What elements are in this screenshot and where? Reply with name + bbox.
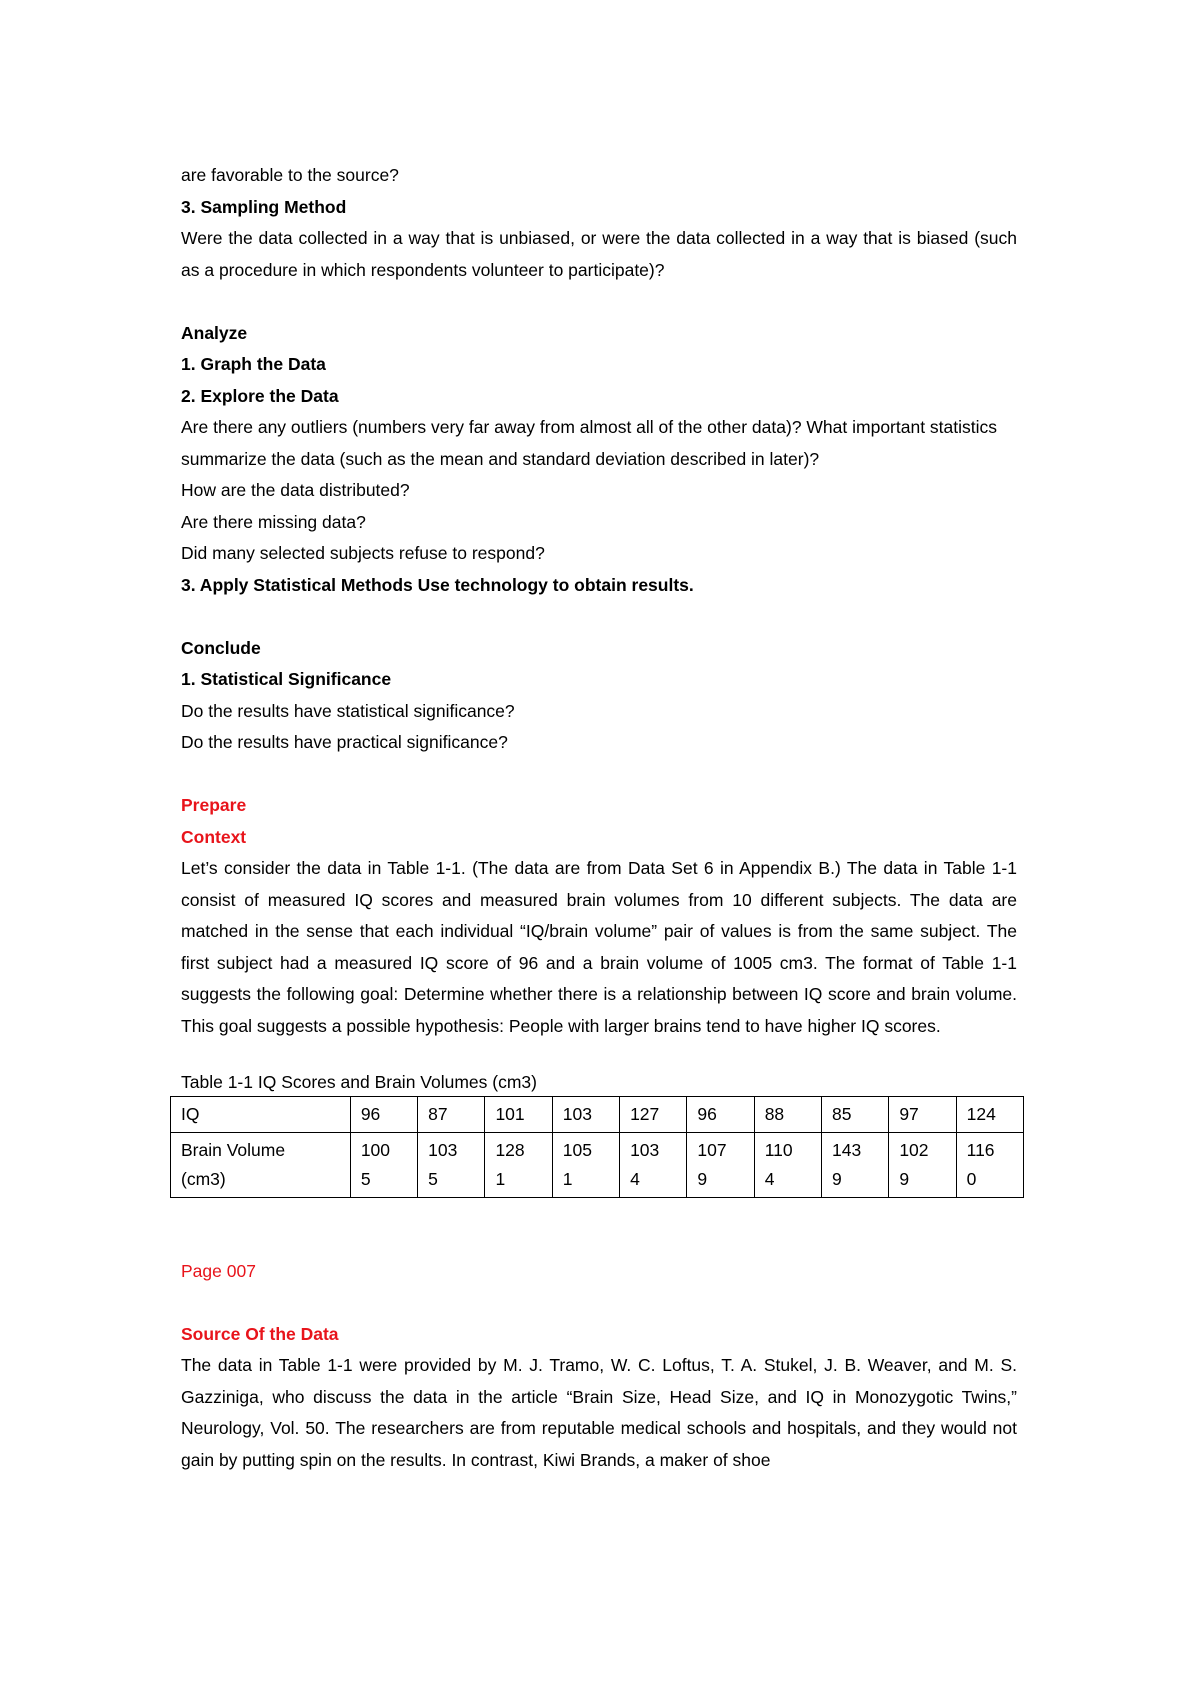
table-cell: 100 5 — [350, 1133, 417, 1198]
analyze-question-3: Are there missing data? — [181, 511, 366, 532]
analyze-item-3: 3. Apply Statistical Methods Use technology to obtain results. — [181, 574, 694, 595]
context-heading: Context — [181, 826, 247, 847]
analyze-question-2: How are the data distributed? — [181, 480, 410, 500]
sampling-body: Were the data collected in a way that is unbiased, or were the data collected in a way that is biased (such as a procedure in which respondents volunteer to participate)? — [181, 228, 1017, 280]
conclude-heading: Conclude — [181, 637, 261, 658]
row-label-line: Brain Volume — [181, 1140, 286, 1160]
table-cell: 96 — [350, 1097, 417, 1133]
conclude-question-1: Do the results have statistical significance? — [181, 700, 515, 721]
table-cell: 107 9 — [687, 1133, 754, 1198]
row-label-line: (cm3) — [181, 1169, 226, 1189]
analyze-question-1: Are there any outliers (numbers very far away from almost all of the other data)? What important statistics summarize the data (such as the mean and standard deviation described in later)? — [181, 417, 998, 469]
page-marker: Page 007 — [181, 1260, 256, 1281]
table-cell: 103 4 — [620, 1133, 687, 1198]
table-cell: 128 1 — [485, 1133, 552, 1198]
table-cell: 85 — [822, 1097, 889, 1133]
table-cell: 110 4 — [754, 1133, 821, 1198]
table-cell: 116 0 — [956, 1133, 1023, 1198]
source-heading: Source Of the Data — [181, 1323, 339, 1344]
analyze-question-4: Did many selected subjects refuse to respond? — [181, 543, 545, 563]
table-row-brain-volume — [171, 1133, 1024, 1198]
table-cell: 96 — [687, 1097, 754, 1133]
table-cell: 124 — [956, 1097, 1023, 1133]
conclude-question-2: Do the results have practical significance? — [181, 732, 508, 752]
page-content — [181, 160, 1017, 1476]
table-cell: 127 — [620, 1097, 687, 1133]
source-body: The data in Table 1-1 were provided by M. J. Tramo, W. C. Loftus, T. A. Stukel, J. B. Weaver, and M. S. Gazziniga, who discuss the data in the article “Brain Size, Head Size, and IQ in Monozygotic Twins,” Neurology, Vol. 50. The researchers are from reputable medical schools and hospitals, and they would not gain by putting spin on the results. In contrast, Kiwi Brands, a maker of shoe — [181, 1355, 1017, 1470]
sampling-heading: 3. Sampling Method — [181, 196, 347, 217]
prepare-heading: Prepare — [181, 795, 247, 815]
conclude-item-1: 1. Statistical Significance — [181, 669, 392, 689]
context-body: Let’s consider the data in Table 1-1. (The data are from Data Set 6 in Appendix B.) The data in Table 1-1 consist of measured IQ scores and measured brain volumes from 10 different subjects. The data are matched in the sense that each individual “IQ/brain volume” pair of values is from the same subject. The first subject had a measured IQ score of 96 and a brain volume of 1005 cm3. The format of Table 1-1 suggests the following goal: Determine whether there is a relationship between IQ score and brain volume. This goal suggests a possible hypothesis: People with larger brains tend to have higher IQ scores. — [181, 858, 1017, 1036]
table-cell: 103 — [552, 1097, 619, 1133]
table-cell: 88 — [754, 1097, 821, 1133]
row-label-brain-volume — [171, 1133, 351, 1198]
row-label-iq: IQ — [171, 1097, 351, 1133]
table-cell: 105 1 — [552, 1133, 619, 1198]
text-line: are favorable to the source? — [181, 165, 399, 185]
table-row-iq — [171, 1097, 1024, 1133]
table-cell: 102 9 — [889, 1133, 956, 1198]
table-cell: 87 — [418, 1097, 485, 1133]
analyze-heading: Analyze — [181, 322, 248, 343]
table-cell: 143 9 — [822, 1133, 889, 1198]
analyze-item-1: 1. Graph the Data — [181, 354, 326, 374]
analyze-item-2: 2. Explore the Data — [181, 385, 339, 406]
table-caption: Table 1-1 IQ Scores and Brain Volumes (cm3) — [181, 1072, 537, 1092]
table-cell: 101 — [485, 1097, 552, 1133]
table-cell: 103 5 — [418, 1133, 485, 1198]
iq-brain-table — [170, 1096, 1024, 1198]
table-cell: 97 — [889, 1097, 956, 1133]
